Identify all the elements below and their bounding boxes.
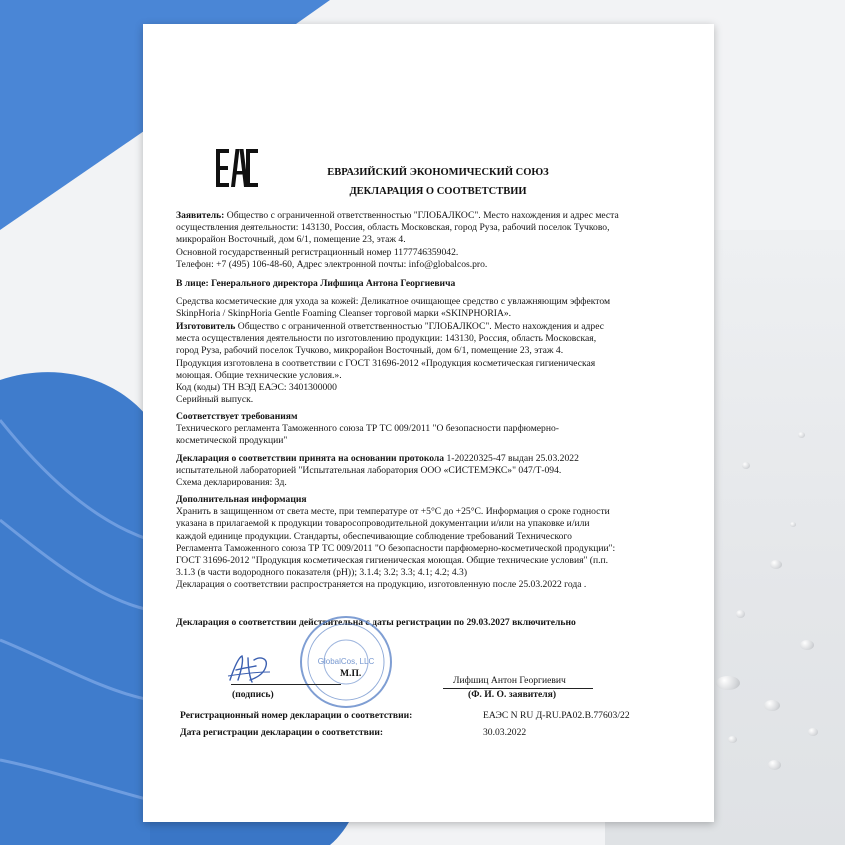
conforms-block [176,411,686,448]
signature-line [231,684,341,685]
water-drop [716,676,740,690]
conforms-line: Технического регламента Таможенного союза ТР ТС 009/2011 "О безопасности парфюмерно- [176,423,559,435]
union-title: ЕВРАЗИЙСКИЙ ЭКОНОМИЧЕСКИЙ СОЮЗ [327,167,549,178]
fio-caption: (Ф. И. О. заявителя) [468,689,557,700]
reg-number-value: ЕАЭС N RU Д-RU.PA02.B.77603/22 [483,710,630,721]
water-drop [798,432,805,438]
manufacturer-line: Код (коды) ТН ВЭД ЕАЭС: 3401300000 [176,382,337,394]
reg-date-label: Дата регистрации декларации о соответствии: [180,727,384,738]
manufacturer-line: Серийный выпуск. [176,394,254,406]
water-drop [728,736,737,743]
conforms-label: Соответствует требованиям [176,411,298,422]
declaration-document [143,24,714,822]
water-drop [764,700,780,711]
product-block [176,296,686,320]
applicant-line: осуществления деятельности: 143130, Россия, область Московская, город Руза, рабочий поселок Тучково, [176,222,610,234]
manufacturer-line: Общество с ограниченной ответственностью "ГЛОБАЛКОС". Место нахождения и адрес [235,321,604,332]
manufacturer-line: Продукция изготовлена в соответствии с ГОСТ 31696-2012 «Продукция косметическая гигиеническая [176,357,596,369]
water-drop [742,462,750,469]
seal-text: GlobalCos, LLC [317,657,375,666]
protocol-label: Декларация о соответствии принята на основании протокола [176,453,445,464]
company-seal [298,614,394,710]
manufacturer-line: моющая. Общие технические условия.». [176,369,342,381]
applicant-label: Заявитель: [176,210,225,221]
additional-info-block [176,494,686,592]
water-drop [770,560,782,569]
additional-line: Регламента Таможенного союза ТР ТС 009/2011 "О безопасности парфюмерно-косметической продукции": [176,542,616,554]
manufacturer-label: Изготовитель [176,321,236,332]
manufacturer-block [176,321,686,406]
additional-line: Декларация о соответствии распространяется на продукцию, изготовленную после 25.03.2022 года . [176,579,587,591]
applicant-block [176,210,686,271]
manufacturer-line: места осуществления деятельности по изготовлению продукции: 143130, Россия, область Московская, [176,333,597,345]
additional-line: указана в прилагаемой к продукции товаросопроводительной документации и/или на упаковке и/или [176,518,590,530]
product-line: SkinpHoria / SkinpHoria Gentle Foaming Cleanser торговой марки «SKINPHORIA». [176,308,512,320]
signature-scribble [226,650,272,688]
conforms-line: косметической продукции" [176,435,288,447]
additional-line: ГОСТ 31696-2012 "Продукция косметическая гигиеническая моющая. Общие технические условия" (п.п. [176,555,609,567]
applicant-line: Телефон: +7 (495) 106-48-60, Адрес электронной почты: info@globalcos.pro. [176,258,488,270]
applicant-line: микрорайон Восточный, дом 6/1, помещение 23, этаж 4. [176,234,406,246]
applicant-line: Общество с ограниченной ответственностью "ГЛОБАЛКОС". Место нахождения и адрес места [224,210,619,221]
protocol-block [176,453,686,490]
protocol-line: испытательной лабораторией "Испытательная лаборатория ООО «СИСТЕМЭКС»" 047/Т-094. [176,465,562,477]
additional-line: 3.1.3 (в части водородного показателя (pH)); 3.1.4; 3.2; 3.3; 4.1; 4.2; 4.3) [176,567,468,579]
reg-date-value: 30.03.2022 [483,727,527,738]
protocol-line: Схема декларирования: 3д. [176,477,287,489]
manufacturer-line: город Руза, рабочий поселок Тучково, микрорайон Восточный, дом 6/1, помещение 23, этаж 4. [176,345,564,357]
additional-line: каждой единице продукции. Стандарты, обеспечивающие соблюдение требований Технического [176,530,572,542]
protocol-line: 1-20220325-47 выдан 25.03.2022 [444,453,579,464]
water-drop [808,728,818,736]
mp-label: М.П. [340,668,362,679]
validity-line: Декларация о соответствии действительна с даты регистрации по 29.03.2027 включительно [176,617,576,628]
water-drop [790,522,796,527]
water-drop [768,760,781,770]
reg-number-label: Регистрационный номер декларации о соответствии: [180,710,413,721]
additional-line: Хранить в защищенном от света месте, при температуре от +5°С до +25°С. Информация о сроке годности [176,506,610,518]
additional-label: Дополнительная информация [176,494,307,505]
applicant-line: Основной государственный регистрационный номер 1177746359042. [176,246,459,258]
signer-name: Лифшиц Антон Георгиевич [453,675,566,686]
declaration-title: ДЕКЛАРАЦИЯ О СООТВЕТСТВИИ [349,186,527,197]
product-line: Средства косметические для ухода за кожей: Деликатное очищающее средство с увлажняющим эффектом [176,296,611,307]
eac-mark-icon [216,149,258,187]
water-drop [736,610,745,618]
in-person-line: В лице: Генерального директора Лифшица Антона Георгиевича [176,278,456,289]
water-drop [800,640,814,650]
signature-caption: (подпись) [232,689,274,700]
